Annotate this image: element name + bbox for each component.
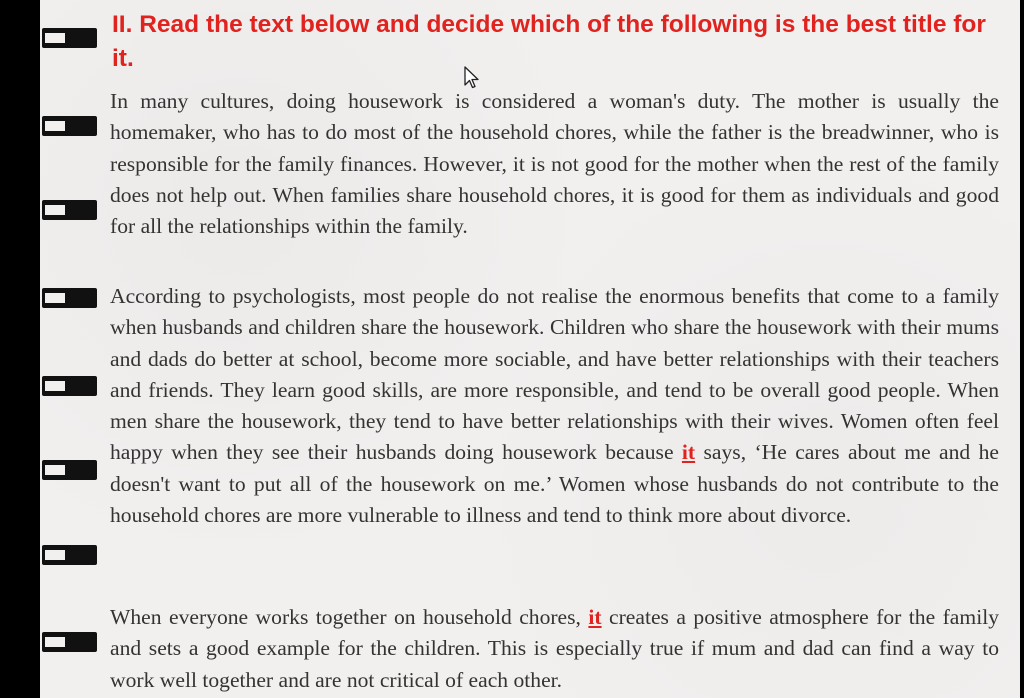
paragraph-2-text-start: According to psychologists, most people do not realise the enormous benefits that come to a family when husbands and children share the housework. Children who share the housework with their mums and dads do better at school, become more sociable, and have better relationships with their teachers and friends. They learn good skills, are more responsible, and tend to be overall good people. When men share the housework, they tend to have better relationships with their wives. Women often feel happy when they see their husbands doing housework because: [110, 284, 999, 465]
binding-ring: [42, 288, 97, 308]
paragraph-3-text-start: When everyone works together on household chores,: [110, 605, 589, 629]
paragraph-2-text-end: says, ‘He cares about me and he doesn't want to put all of the housework on me.’ Women whose husbands do not contribute to the household chores are more vulnerable to illness and tend to think more about divorce.: [110, 440, 999, 528]
mouse-pointer-icon: [464, 66, 482, 90]
binding-ring: [42, 545, 97, 565]
reference-word: it: [588, 605, 602, 629]
binding-ring: [42, 28, 97, 48]
exercise-heading: II. Read the text below and decide which of the following is the best title for it.: [112, 11, 986, 72]
passage-paragraph-2: [110, 281, 999, 531]
binding-ring: [42, 200, 97, 220]
binding-ring: [42, 116, 97, 136]
reference-word: it: [681, 440, 696, 465]
paragraph-3-text-end: creates a positive atmosphere for the family and sets a good example for the children. This is especially true if mum and dad can find a way to work well together and are not critical of each other.: [110, 605, 999, 692]
binding-ring: [42, 632, 97, 652]
binding-ring: [42, 460, 97, 480]
passage-paragraph-1: In many cultures, doing housework is considered a woman's duty. The mother is usually the homemaker, who has to do most of the household chores, while the father is the breadwinner, who is responsible for the family finances. However, it is not good for the mother when the rest of the family does not help out. When families share household chores, it is good for them as individuals and good for all the relationships within the family.: [110, 89, 999, 239]
screen-edge: [1020, 0, 1024, 698]
passage-paragraph-3: [110, 602, 999, 696]
binding-ring: [42, 376, 97, 396]
